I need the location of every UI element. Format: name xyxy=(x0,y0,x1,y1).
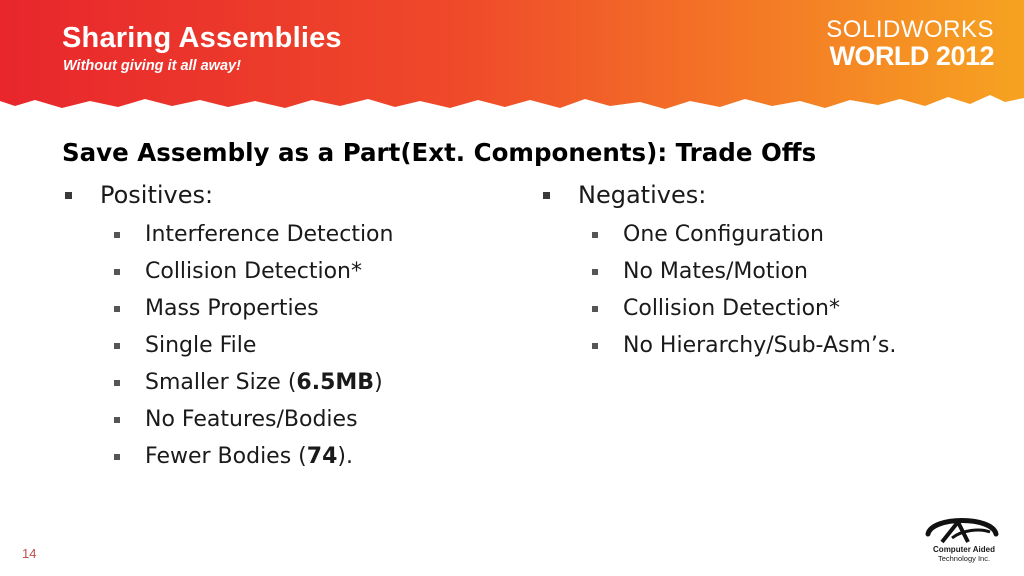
list-item xyxy=(586,216,896,253)
list-item xyxy=(586,327,896,364)
list-item xyxy=(586,290,896,327)
list-item xyxy=(108,327,393,364)
square-bullet-icon xyxy=(540,192,578,199)
solidworks-world-logo xyxy=(826,18,994,70)
negatives-list xyxy=(540,216,896,364)
list-item-text: No Mates/Motion xyxy=(623,259,808,284)
brand-line-2: WORLD 2012 xyxy=(829,41,994,71)
square-bullet-icon xyxy=(586,343,623,349)
negatives-column xyxy=(540,178,896,364)
list-item xyxy=(108,253,393,290)
square-bullet-icon xyxy=(108,380,145,386)
square-bullet-icon xyxy=(108,232,145,238)
logo-line-1: Computer Aided xyxy=(933,545,995,554)
negatives-header xyxy=(540,178,896,212)
square-bullet-icon xyxy=(586,269,623,275)
square-bullet-icon xyxy=(586,306,623,312)
logo-line-2: Technology Inc. xyxy=(937,554,991,563)
slide-subtitle: Without giving it all away! xyxy=(63,58,241,74)
section-heading: Save Assembly as a Part(Ext. Components): Trade Offs xyxy=(62,138,817,167)
list-item-text: No Features/Bodies xyxy=(145,407,358,432)
company-logo-text xyxy=(918,545,1010,563)
square-bullet-icon xyxy=(108,306,145,312)
square-bullet-icon xyxy=(108,269,145,275)
list-item xyxy=(108,364,393,401)
positives-label: Positives: xyxy=(100,181,214,209)
list-item-text: Mass Properties xyxy=(145,296,319,321)
list-item-text: Smaller Size (6.5MB) xyxy=(145,370,383,395)
square-bullet-icon xyxy=(62,192,100,199)
list-item-text: No Hierarchy/Sub-Asm’s. xyxy=(623,333,897,358)
bodies-count: 74 xyxy=(306,444,338,469)
list-item-text: Collision Detection* xyxy=(145,259,363,284)
positives-list xyxy=(62,216,393,475)
list-item-text: Fewer Bodies (74). xyxy=(145,444,353,469)
list-item-text: Collision Detection* xyxy=(623,296,841,321)
list-item xyxy=(108,438,393,475)
page-number: 14 xyxy=(22,546,37,561)
positives-column xyxy=(62,178,393,475)
list-item xyxy=(586,253,896,290)
list-item-text: Interference Detection xyxy=(145,222,394,247)
negatives-label: Negatives: xyxy=(578,181,707,209)
square-bullet-icon xyxy=(586,232,623,238)
list-item xyxy=(108,290,393,327)
square-bullet-icon xyxy=(108,417,145,423)
square-bullet-icon xyxy=(108,454,145,460)
positives-header xyxy=(62,178,393,212)
size-value: 6.5MB xyxy=(296,370,375,395)
list-item-text: Single File xyxy=(145,333,257,358)
list-item xyxy=(108,216,393,253)
slide-title: Sharing Assemblies xyxy=(62,22,342,54)
list-item-text: One Configuration xyxy=(623,222,824,247)
list-item xyxy=(108,401,393,438)
square-bullet-icon xyxy=(108,343,145,349)
brand-line-1: SOLIDWORKS xyxy=(826,16,994,43)
